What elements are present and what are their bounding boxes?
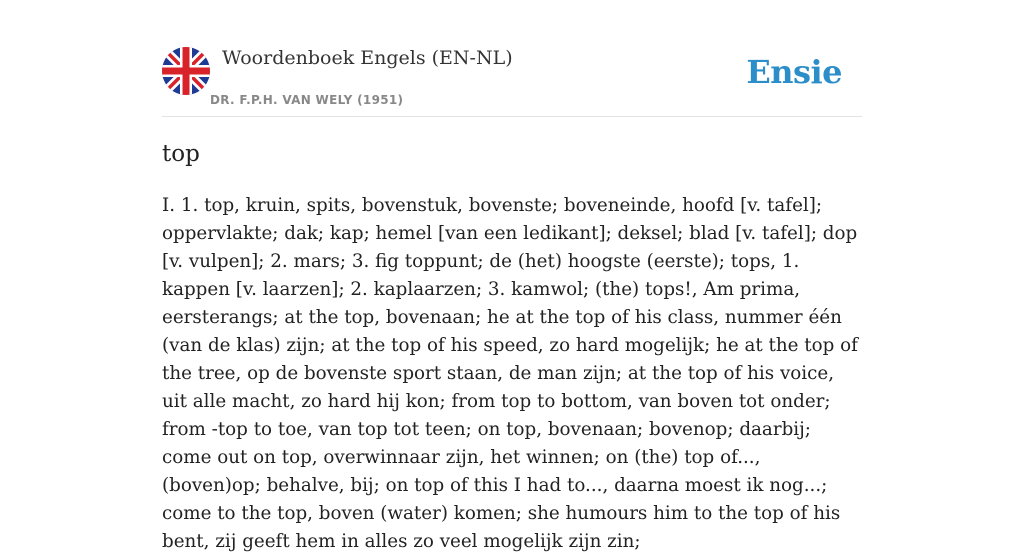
page <box>162 0 862 552</box>
entry-headword: top <box>162 141 200 167</box>
dictionary-author: DR. F.P.H. VAN WELY (1951) <box>210 93 404 107</box>
entry-definition: I. 1. top, kruin, spits, bovenstuk, bovenste; boveneinde, hoofd [v. tafel]; oppervlakte; dak; kap; hemel [van een ledikant]; deksel; blad [v. tafel]; dop [v. vulpen]; 2. mars; 3. fig toppunt; de (het) hoogste (eerste); tops, 1. kappen [v. laarzen]; 2. kaplaarzen; 3. kamwol; (the) tops!, Am prima, eersterangs; at the top, bovenaan; he at the top of his class, nummer één (van de klas) zijn; at the top of his speed, zo hard mogelijk; he at the top of the tree, op de bovenste sport staan, de man zijn; at the top of his voice, uit alle macht, zo hard hij kon; from top to bottom, van boven tot onder; from -top to toe, van top tot teen; on top, bovenaan; bovenop; daarbij; come out on top, overwinnaar zijn, het winnen; on (the) top of..., (boven)op; behalve, bij; on top of this I had to..., daarna moest ik nog...; come to the top, boven (water) komen; she humours him to the top of his bent, zij geeft hem in alles zo veel mogelijk zijn zin; <box>162 195 858 552</box>
ensie-logo-link[interactable]: Ensie <box>746 53 842 91</box>
dictionary-header <box>162 46 862 117</box>
uk-flag-icon <box>162 47 210 95</box>
dictionary-title[interactable]: Woordenboek Engels (EN-NL) <box>222 47 513 69</box>
